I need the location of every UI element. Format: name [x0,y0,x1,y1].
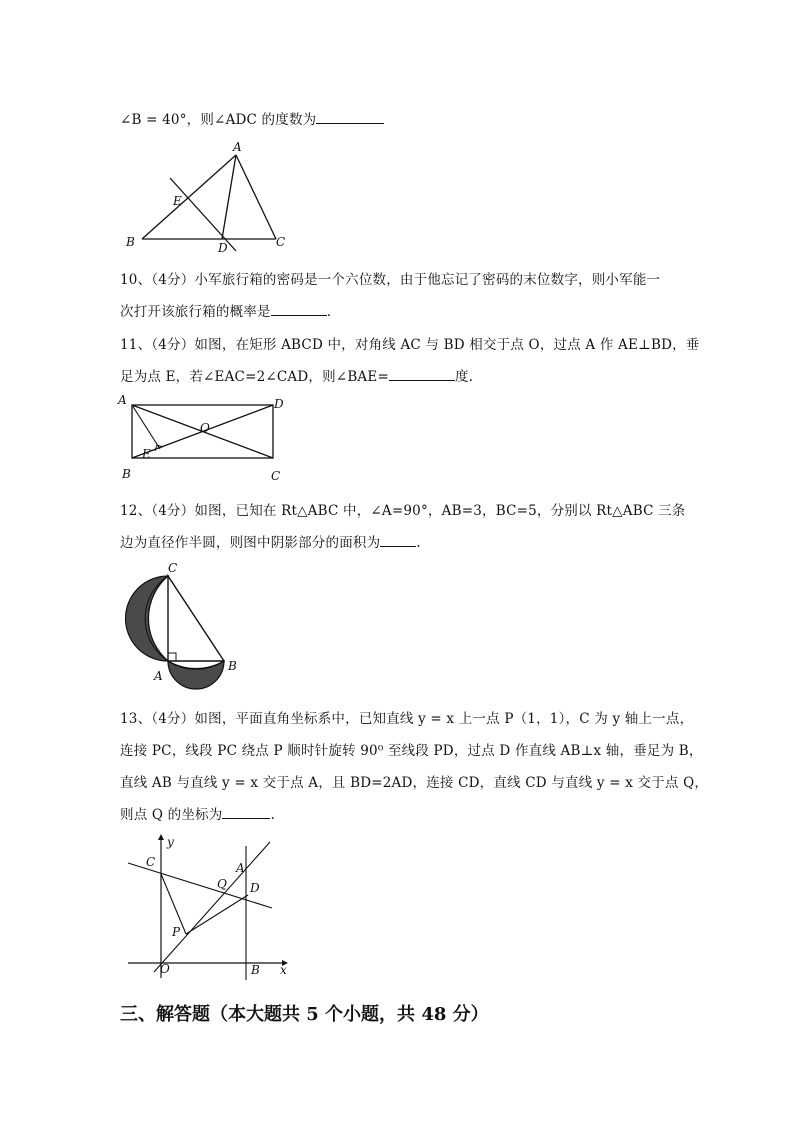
q9-figure [118,140,298,255]
q9-answer-blank[interactable] [316,111,384,124]
q13-label-y: y [167,835,174,849]
q9-label-d: D [218,241,228,255]
q9-label-b: B [126,235,135,249]
q13-line1: 13、（4分）如图，平面直角坐标系中，已知直线 y = x 上一点 P（1，1），C 为 y 轴上一点， [120,711,694,727]
q11-label-a: A [118,393,127,407]
q13-label-a: A [236,861,245,875]
q13-line4-end: . [270,807,275,823]
q12-answer-blank[interactable] [380,534,416,547]
q11-line2-text: 足为点 E，若∠EAC=2∠CAD，则∠BAE= [120,369,389,385]
q13-answer-blank[interactable] [222,806,270,819]
q9-label-e: E [173,194,182,208]
q12-label-b: B [228,659,237,673]
q12-line2 [120,531,421,551]
q11-label-o: O [200,421,210,435]
q12-line2-end: . [416,535,421,551]
q13-label-o: O [160,962,170,976]
q11-line2-end: 度. [454,369,474,385]
q11-label-c: C [271,469,281,483]
q13-label-d: D [250,881,260,895]
q11-label-e: E [142,447,151,461]
q13-label-q: Q [217,877,227,891]
q13-label-c: C [146,855,156,869]
q10-line2 [120,300,331,320]
q11-figure [116,392,296,487]
q13-label-x: x [280,963,287,977]
q9-label-c: C [276,235,286,249]
q10-line2-text: 次打开该旅行箱的概率是 [120,304,271,320]
q11-label-b: B [122,467,131,481]
q12-label-a: A [154,669,163,683]
q11-line1: 11、（4分）如图，在矩形 ABCD 中，对角线 AC 与 BD 相交于点 O，过点 A 作 AE⊥BD，垂 [120,337,700,353]
q10-answer-blank[interactable] [271,303,327,316]
q11-line2 [120,365,473,385]
q9-label-a: A [233,140,242,154]
q13-label-p: P [172,925,181,939]
q11-answer-blank[interactable] [389,368,455,381]
q12-line2-text: 边为直径作半圆，则图中阴影部分的面积为 [120,535,381,551]
q12-figure [118,558,248,698]
q13-line3: 直线 AB 与直线 y = x 交于点 A，且 BD=2AD，连接 CD，直线 CD 与直线 y = x 交于点 Q， [120,775,709,791]
q13-line4-text: 则点 Q 的坐标为 [120,807,223,823]
q12-line1: 12、（4分）如图，已知在 Rt△ABC 中，∠A=90°，AB=3，BC=5，分别以 Rt△ABC 三条 [120,503,686,519]
q13-line2: 连接 PC，线段 PC 绕点 P 顺时针旋转 90⁰ 至线段 PD，过点 D 作直线 AB⊥x 轴，垂足为 B， [120,743,703,759]
q10-line1: 10、（4分）小军旅行箱的密码是一个六位数，由于他忘记了密码的末位数字，则小军能一 [120,272,661,288]
q13-label-b: B [251,963,260,977]
section-title: 三、解答题（本大题共 5 个小题，共 48 分） [120,1004,489,1025]
q9-text-prefix: ∠B = 40°，则∠ADC 的度数为 [120,112,317,128]
q9-text [120,108,384,128]
q10-line2-end: . [326,304,332,320]
q13-figure [120,832,300,982]
q13-line4 [120,803,275,823]
q12-label-c: C [168,561,178,575]
q11-label-d: D [274,397,284,411]
